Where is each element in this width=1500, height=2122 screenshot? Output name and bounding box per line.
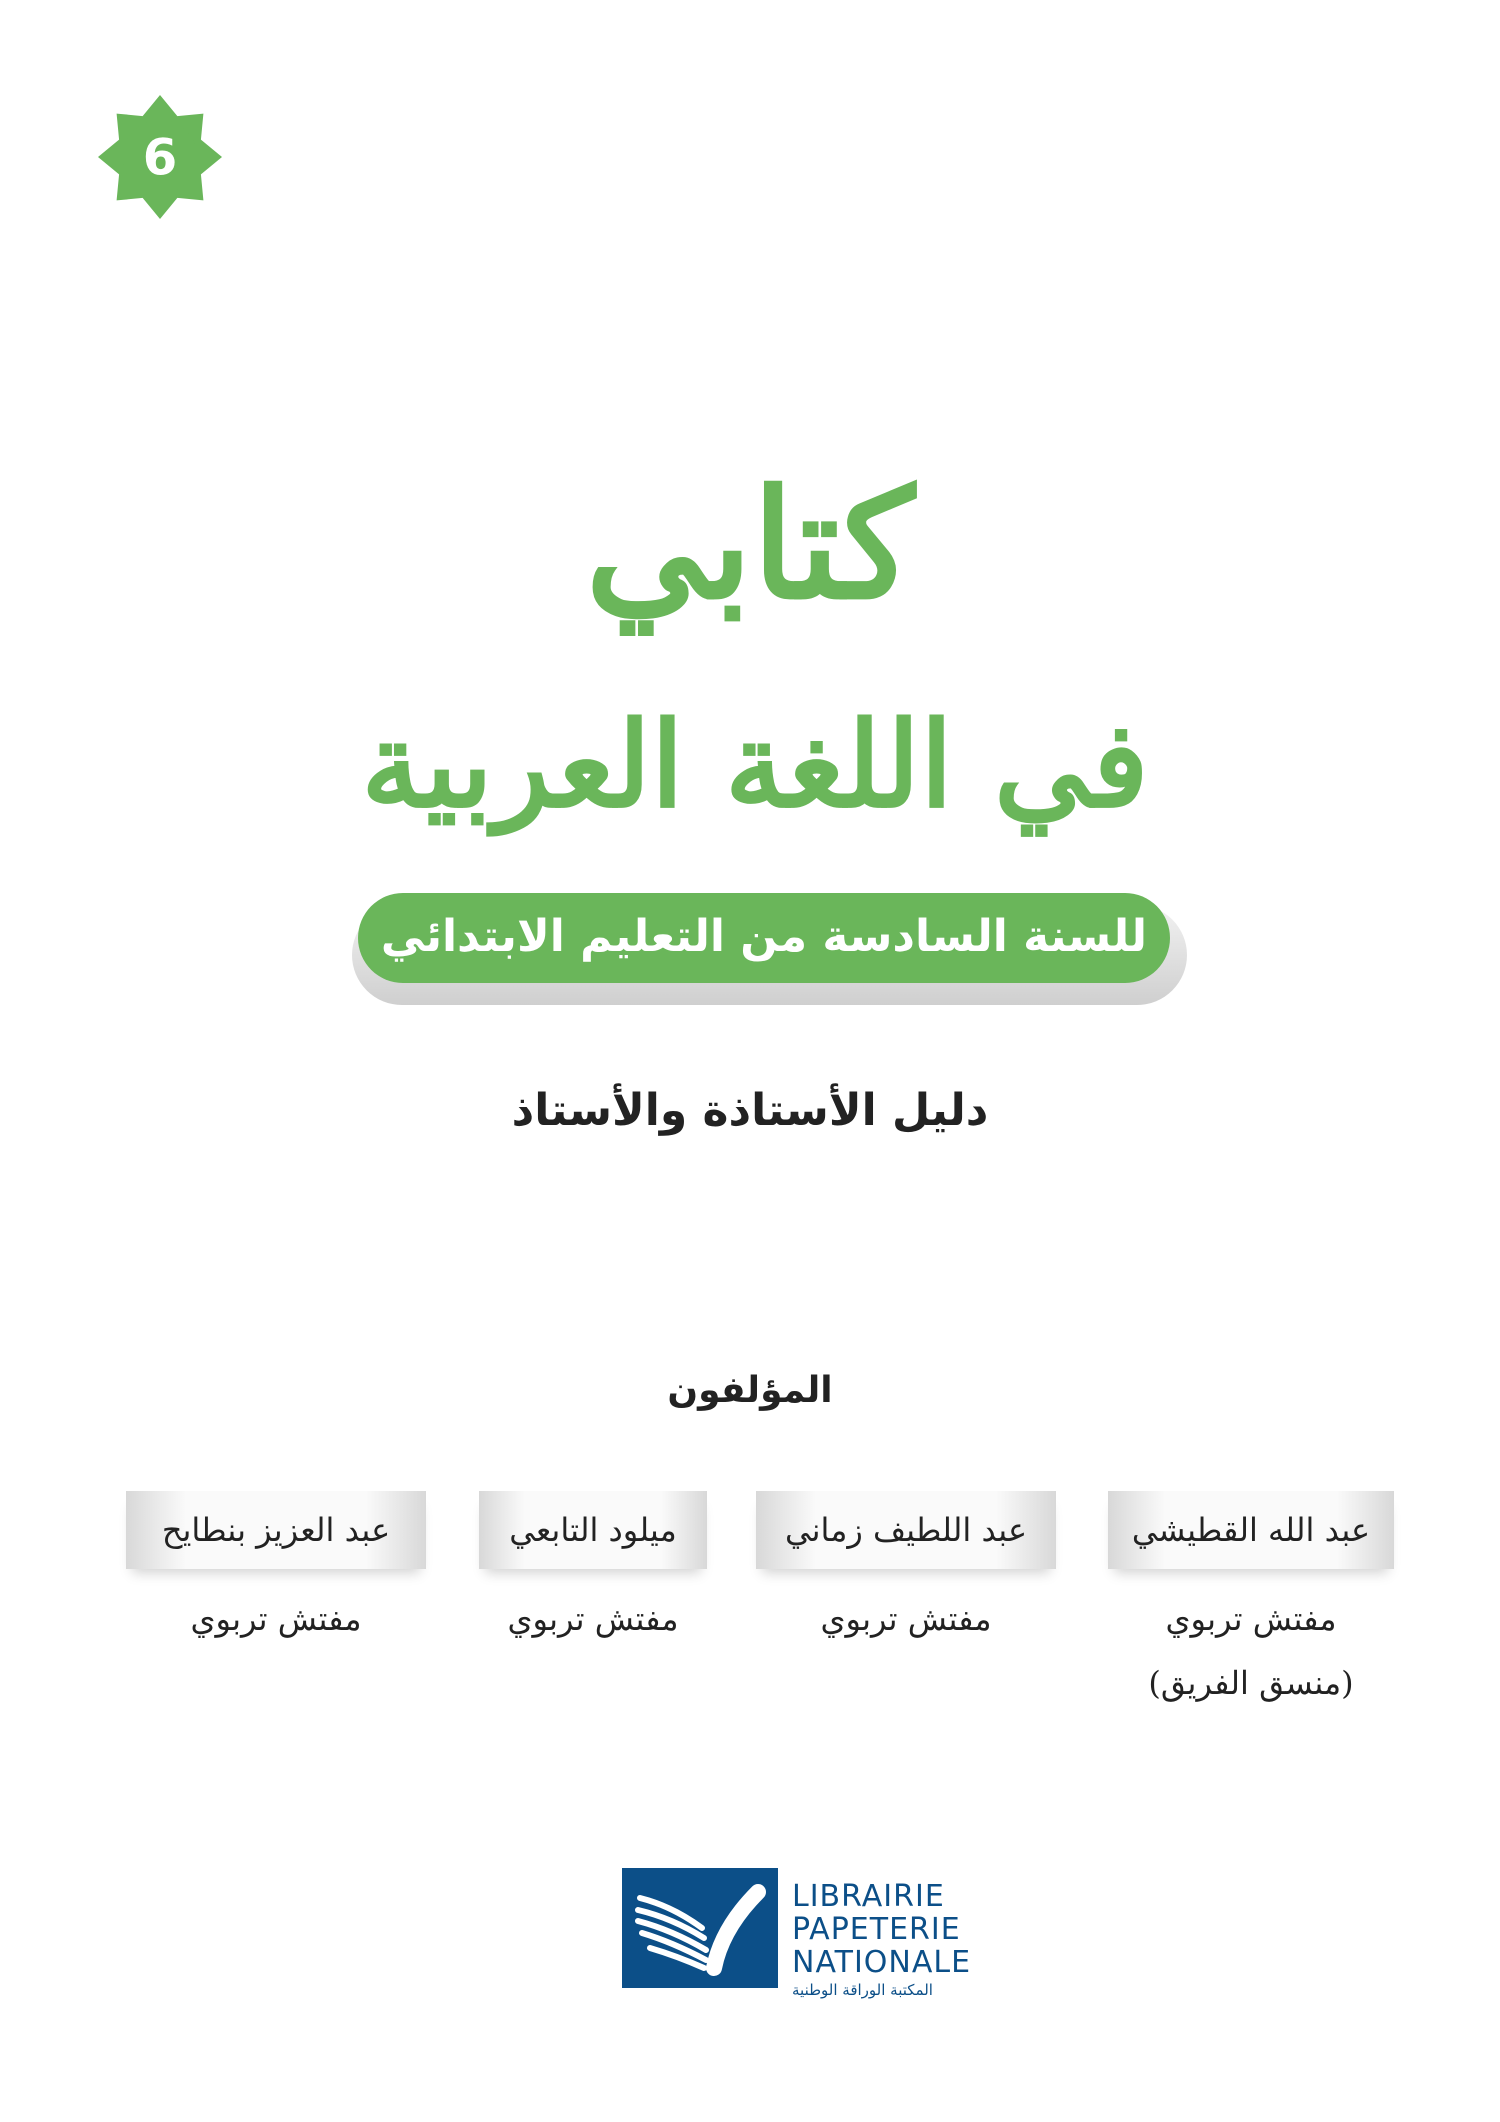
author-name: ميلود التابعي	[479, 1491, 707, 1569]
grade-number: 6	[142, 128, 178, 187]
publisher-arabic: المكتبة الوراقة الوطنية	[792, 1981, 933, 1999]
book-title: كتابي	[585, 457, 915, 633]
author-card	[479, 1491, 707, 1651]
publisher-line3: NATIONALE	[792, 1945, 972, 1980]
author-name: عبد العزيز بنطايح	[126, 1491, 426, 1569]
author-role: مفتش تربوي	[507, 1600, 679, 1638]
author-name: عبد الله القطيشي	[1108, 1491, 1394, 1569]
author-card	[1108, 1491, 1394, 1715]
book-subtitle: في اللغة العربية	[361, 695, 1149, 834]
publisher-name	[792, 1880, 971, 2001]
book-wing-icon	[622, 1868, 778, 1988]
authors-heading: المؤلفون	[667, 1370, 833, 1411]
author-role: مفتش تربوي	[820, 1600, 992, 1638]
star-badge-icon	[98, 95, 222, 219]
publisher-line1: LIBRAIRIE	[792, 1879, 945, 1914]
grade-badge	[98, 95, 222, 219]
publisher-logo	[622, 1868, 778, 1988]
publisher-line2: PAPETERIE	[792, 1912, 961, 1947]
author-note: (منسق الفريق)	[1148, 1664, 1354, 1702]
author-role: مفتش تربوي	[190, 1600, 362, 1638]
guide-title: دليل الأستاذة والأستاذ	[511, 1085, 989, 1136]
author-card	[756, 1491, 1056, 1651]
grade-level-banner: للسنة السادسة من التعليم الابتدائي	[358, 893, 1170, 983]
author-name: عبد اللطيف زماني	[756, 1491, 1056, 1569]
author-role: مفتش تربوي	[1165, 1600, 1337, 1638]
author-card	[126, 1491, 426, 1651]
